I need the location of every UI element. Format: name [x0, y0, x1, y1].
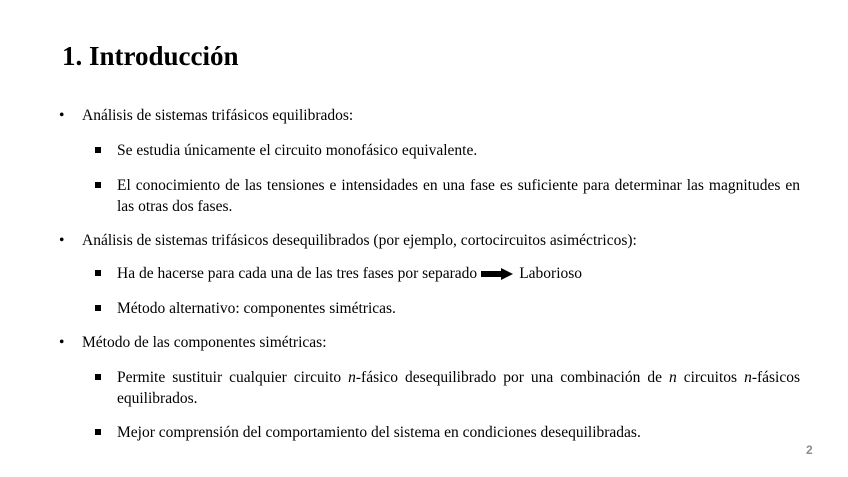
sub-bullet-text-part: Permite sustituir cualquier circuito — [117, 369, 349, 386]
square-bullet-icon — [95, 270, 101, 276]
italic-n: n — [668, 369, 677, 386]
bullet-text: Análisis de sistemas trifásicos equilibrados: — [82, 107, 354, 124]
sub-bullet-text: Mejor comprensión del comportamiento del sistema en condiciones desequilibradas. — [117, 424, 641, 441]
sub-bullet-item — [117, 422, 800, 443]
bullet-dot-icon: • — [59, 334, 65, 351]
bullet-dot-icon: • — [59, 232, 65, 249]
italic-n: n — [744, 369, 752, 386]
sub-bullet-text-part: -fásico desequilibrado por una combinación de — [355, 369, 669, 386]
page-number: 2 — [806, 443, 813, 457]
sub-bullet-text-part: -fásicos equilibrados. — [117, 369, 801, 407]
square-bullet-icon — [95, 182, 101, 188]
square-bullet-icon — [95, 429, 101, 435]
sub-bullet-item — [117, 298, 800, 319]
sub-bullet-text: El conocimiento de las tensiones e intensidades en una fase es suficiente para determinar las magnitudes en las otras dos fases. — [117, 177, 800, 215]
bullet-item — [59, 332, 802, 353]
right-arrow-icon — [481, 268, 513, 280]
sub-bullet-result: Laborioso — [519, 265, 583, 282]
sub-bullet-text: Ha de hacerse para cada una de las tres fases por separado — [117, 265, 478, 282]
bullet-text: Análisis de sistemas trifásicos desequilibrados (por ejemplo, cortocircuitos asiméctricos): — [82, 232, 637, 249]
sub-bullet-item — [117, 175, 800, 217]
sub-bullet-text-part: circuitos — [676, 369, 745, 386]
bullet-text: Método de las componentes simétricas: — [82, 334, 327, 351]
sub-bullet-item — [117, 263, 800, 284]
sub-bullet-item — [117, 140, 800, 161]
sub-bullet-text: Método alternativo: componentes simétricas. — [117, 300, 396, 317]
italic-n: n — [348, 369, 356, 386]
square-bullet-icon — [95, 374, 101, 380]
bullet-dot-icon: • — [59, 107, 65, 124]
sub-bullet-text: Se estudia únicamente el circuito monofásico equivalente. — [117, 142, 478, 159]
square-bullet-icon — [95, 147, 101, 153]
square-bullet-icon — [95, 305, 101, 311]
bullet-item — [59, 230, 802, 251]
sub-bullet-item — [117, 367, 800, 409]
bullet-item — [59, 105, 802, 126]
slide-title: 1. Introducción — [62, 41, 239, 71]
